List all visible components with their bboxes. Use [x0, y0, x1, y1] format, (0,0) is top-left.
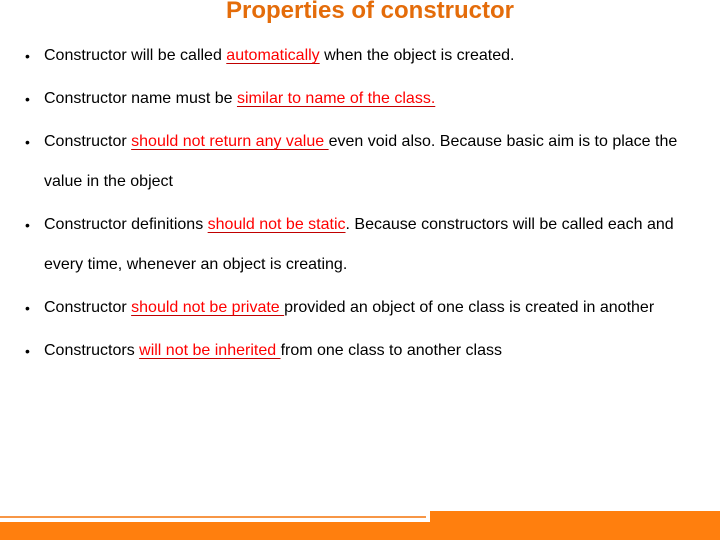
bullet-text-after: provided an object of one class is created in another: [284, 299, 655, 316]
bullet-text-before: Constructor: [44, 133, 132, 150]
bullet-text-before: Constructor name must be: [44, 90, 237, 107]
bullet-text-before: Constructors: [44, 342, 140, 359]
bullet-text-before: Constructor will be called: [44, 47, 227, 64]
bullet-item: [24, 122, 714, 202]
footer-bar: [0, 511, 720, 540]
bullet-highlight: will not be inherited: [139, 342, 281, 359]
bullet-text-before: Constructor: [44, 299, 132, 316]
footer-thin-line: [0, 516, 426, 518]
bullet-highlight: similar to name of the class.: [236, 90, 436, 107]
bullet-item: [24, 205, 714, 285]
bullet-text-after: even void also. Because basic aim is to place the value in the object: [44, 133, 678, 190]
bullet-item: [24, 79, 714, 119]
bullet-dot-icon: •: [25, 134, 30, 150]
bullet-highlight: automatically: [226, 47, 320, 64]
bullet-dot-icon: •: [25, 343, 30, 359]
bullet-dot-icon: •: [25, 91, 30, 107]
bullet-dot-icon: •: [25, 300, 30, 316]
bullet-highlight: should not be static: [207, 216, 346, 233]
bullet-text-after: . Because constructors will be called each and every time, whenever an object is creating.: [44, 216, 674, 273]
bullet-highlight: should not return any value: [131, 133, 329, 150]
bullet-list: [24, 36, 714, 371]
bullet-dot-icon: •: [25, 48, 30, 64]
slide-title: Properties of constructor: [225, 0, 515, 24]
bullet-text-after: from one class to another class: [280, 342, 502, 359]
footer-right-block: [430, 511, 720, 540]
bullet-item: [24, 331, 714, 371]
bullet-item: [24, 36, 714, 76]
bullet-text-after: when the object is created.: [319, 47, 515, 64]
bullet-highlight: should not be private: [131, 299, 285, 316]
bullet-dot-icon: •: [25, 217, 30, 233]
bullet-text-before: Constructor definitions: [44, 216, 208, 233]
bullet-item: [24, 288, 714, 328]
